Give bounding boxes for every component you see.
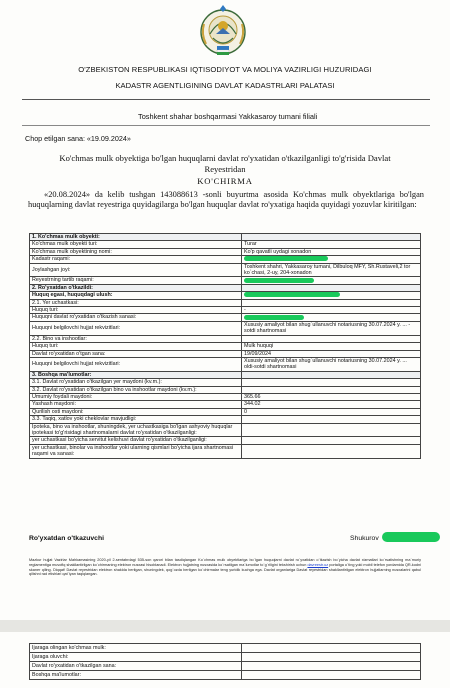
- intro-paragraph: «20.08.2024» da kelib tushgan 143088613 -sonli buyurtma asosida Ko'chmas mulk obyektlariga bo'lgan huquqlarning davlat reyestriga quyidagilarga bo'lgan huquqlar davlat ro'yxatiga haqida quyidagi yozuvlar kiritilgan:: [28, 190, 424, 210]
- table-row: Yashash maydoni: 344.02: [30, 401, 421, 408]
- table-row: 2.2. Bino va inshootlar:: [30, 335, 421, 342]
- table-row: Huquq turi: Mulk huquqi: [30, 343, 421, 350]
- page-separator: [0, 620, 450, 632]
- table-row: yer uchastkasi bo'yicha servitut kelishuvi davlat ro'yxatidan o'tkazilganligi:: [30, 437, 421, 444]
- table-row: 3.1. Davlat ro'yxatidan o'tkazilgan yer maydoni (kv.m.):: [30, 379, 421, 386]
- table-row: Boshqa ma'lumotlar:: [30, 671, 421, 680]
- table-row: Kadastr raqami:: [30, 256, 421, 263]
- agency-name: KADASTR AGENTLIGINING DAVLAT KADASTRLARI PALATASI: [115, 81, 335, 90]
- print-date: Chop etilgan sana: «19.09.2024»: [25, 134, 131, 143]
- table-row: Huquqni belgilovchi hujjat rekvizitlari: Xususiy amaliyot bilan shug`ullanuvchi notariusning 30.07.2024 y. ... -sotdi shartnomasi: [30, 321, 421, 335]
- table-row: 2.1. Yer uchastkasi:: [30, 299, 421, 306]
- table-row: Huquq egasi, huquqdagi ulush:: [30, 292, 421, 299]
- lease-table: [29, 643, 421, 680]
- table-row: [30, 234, 421, 241]
- davreestr-link[interactable]: davreestr.uz: [307, 562, 329, 567]
- branch-divider: [22, 125, 430, 126]
- document-subtitle: KO'CHIRMA: [197, 176, 253, 186]
- section-1-title: 1. Ko'chmas mulk obyekti:: [30, 234, 242, 241]
- table-row: Ipoteka, bino va inshootlar, shuningdek, yer uchastkasiga bo'lgan ashyoviy huquqlar ipotekasi to'g'risidagi shartnomalarni davlat ro'yxatidan o'tkazilganligi:: [30, 423, 421, 437]
- table-row: Joylashgan joyi: Toshkent shahri, Yakkasaroy tumani, Dilbuloq MFY, Sh.Rustaveli,2 tor ko`chasi, 2-uy, 204-xonadon: [30, 263, 421, 277]
- table-row: Huquqni davlat ro'yxatidan o'tkazish sanasi:: [30, 314, 421, 321]
- document-title: Ko'chmas mulk obyektiga bo'lgan huquqlarni davlat ro'yxatidan o'tkazilganligi to'g'risida Davlat Reyestridan: [59, 153, 391, 174]
- table-row: Ko'chmas mulk obyektining nomi: Ko'p qavatli uydagi xonadon: [30, 248, 421, 255]
- table-row: Davlat ro'yxatidan o'tgan sana: 19/09/2024: [30, 350, 421, 357]
- redaction-mark: [382, 532, 440, 542]
- redaction-mark: [244, 278, 314, 283]
- redaction-mark: [244, 315, 304, 320]
- table-row: Ijaraga olingan ko'chmas mulk:: [30, 644, 421, 653]
- property-table: [29, 233, 421, 459]
- table-row: Ko'chmas mulk obyekti turi: Turar: [30, 241, 421, 248]
- ministry-name: O'ZBEKISTON RESPUBLIKASI IQTISODIYOT VA MOLIYA VAZIRLIGI HUZURIDAGI: [78, 65, 372, 74]
- table-row: 3.3. Taqiq, xatlov yoki cheklovlar mavjudligi:: [30, 416, 421, 423]
- redaction-mark: [244, 292, 340, 297]
- table-row: Qurilish osti maydoni: 0: [30, 408, 421, 415]
- table-row: 3.2. Davlat ro'yxatidan o'tkazilgan bino va inshootlar maydoni (kv.m.):: [30, 386, 421, 393]
- table-row: Huquq turi: -: [30, 307, 421, 314]
- table-row: 2. Ro'yxatdan o'tkazildi:: [30, 284, 421, 291]
- table-row: Ijaraga oluvchi:: [30, 653, 421, 662]
- header-divider: [22, 99, 430, 100]
- registrar-role: Ro'yxatdan o'tkazuvchi: [29, 535, 104, 542]
- state-emblem-icon: [196, 4, 250, 58]
- registrar-name: Shukurov: [350, 535, 379, 542]
- branch-name: Toshkent shahar boshqarmasi Yakkasaroy tumani filiali: [138, 112, 318, 121]
- table-row: Davlat ro'yxatidan o'tkazilgan sana:: [30, 662, 421, 671]
- redaction-mark: [244, 256, 328, 261]
- table-row: yer uchastkasi, binolar va inshootlar yoki ularning qismlari bo'yicha ijara shartnomasi raqami va sanasi:: [30, 444, 421, 458]
- footnote: Mazkur hujjat Vazirlar Mahkamasining 2020-yil 2-sentabrdagi 535-son qarori bilan tasdiqlangan Ko`chmas mulk obyektlariga bo`lgan huquqlarni davlat ro`yxatidan o`tkazish bo`yicha davlat xizmatlari ko`rsatishning ma`muriy reglamentiga muvofiq shakllantirilgan ko`chirmaning elektron nusxasi hisoblanadi. Elektron hujjatning nusxasida ko`rsatilgan ma`lumotlar to`g`riligini tekshirish uchun davreestr.uz portaliga o`ting yoki mobil telefon yordamida QR-kodni skaner qiling. Diqqat! Davlat reyestridan elektron shaklda berilgan, shuningdek, qog`ozda berilgan ko`chirmalar teng yuridik kuchga ega. Davlat organlariga Davlat reyestridan shakllantirilgan elektron hujjatlarning nusxalarini qabul qilishni rad etishlari qat`iyan taqiqlangan.: [29, 558, 421, 577]
- table-row: Umumiy foydali maydoni: 365.66: [30, 393, 421, 400]
- table-row: Reyestrning tartib raqami:: [30, 277, 421, 284]
- table-row: 3. Boshqa ma'lumotlar:: [30, 371, 421, 378]
- table-row: Huquqni belgilovchi hujjat rekvizitlari: Xususiy amaliyot bilan shug`ullanuvchi notariusning 30.07.2024 y. ... oldi-sotdi shartnomasi: [30, 357, 421, 371]
